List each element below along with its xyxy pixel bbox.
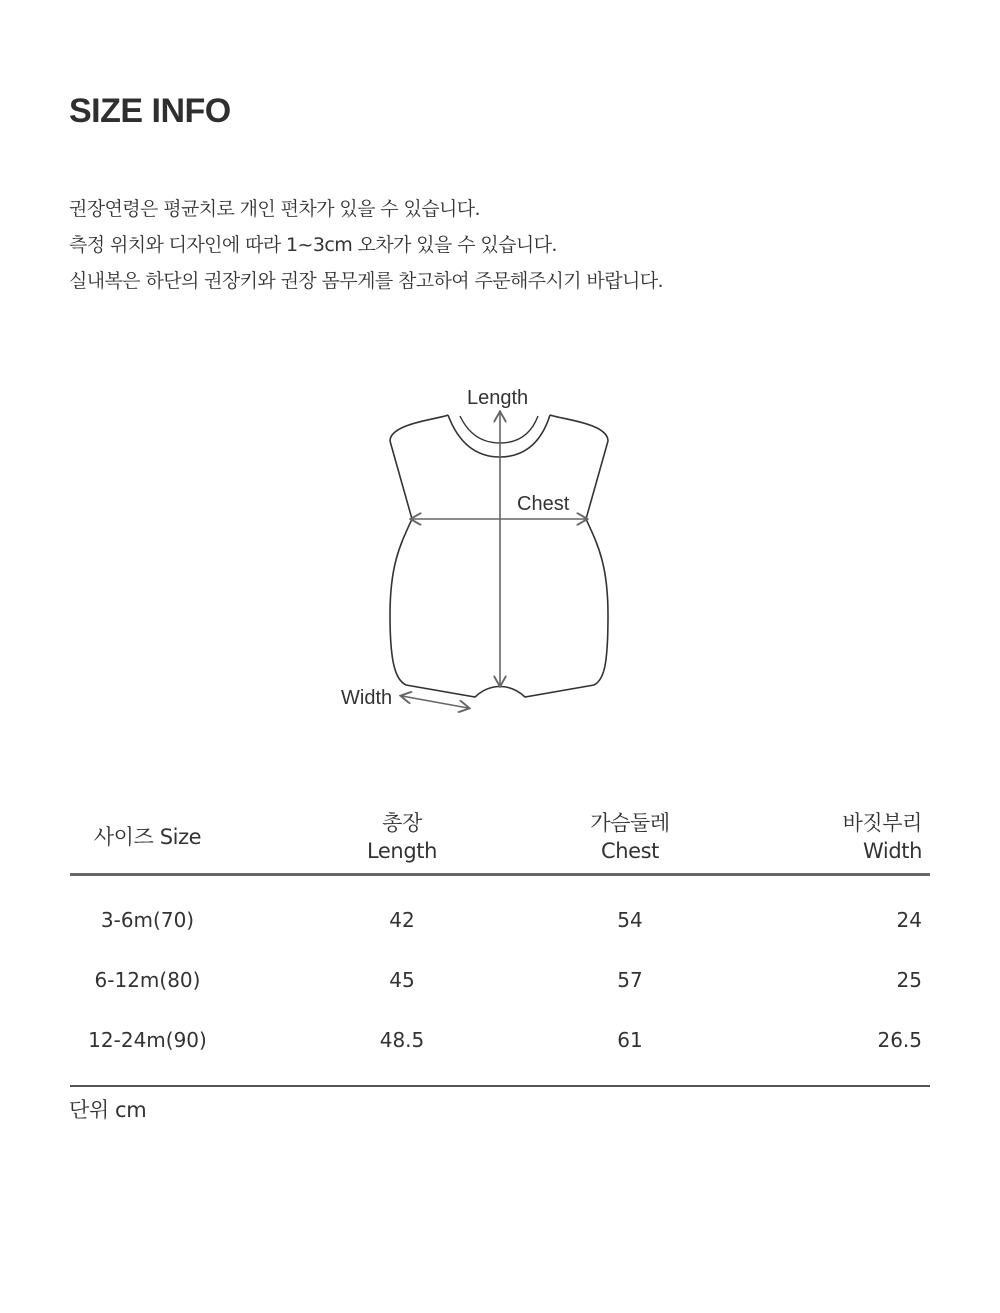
header-chest-en: Chest [600, 838, 660, 863]
header-width [735, 809, 930, 865]
size-cell: 3-6m(70) [100, 908, 195, 932]
size-cell: 12-24m(90) [88, 1028, 207, 1052]
chest-cell: 57 [617, 968, 643, 992]
table-row [70, 950, 930, 1010]
chest-cell: 61 [617, 1028, 643, 1052]
size-cell: 6-12m(80) [94, 968, 201, 992]
length-cell: 48.5 [379, 1028, 425, 1052]
width-cell: 24 [896, 908, 922, 932]
table-body [70, 876, 930, 1087]
header-length-en: Length [366, 838, 438, 863]
header-size [70, 823, 225, 851]
unit-note: 단위 cm [69, 1098, 147, 1122]
chest-label: Chest [517, 493, 570, 515]
page-title: SIZE INFO [69, 92, 231, 130]
width-label: Width [341, 687, 393, 709]
header-width-en: Width [862, 838, 922, 863]
width-arrow [402, 696, 468, 708]
header-chest-ko: 가슴둘레 [590, 810, 670, 835]
note-line: 권장연령은 평균치로 개인 편차가 있을 수 있습니다. [69, 198, 480, 220]
header-width-ko: 바짓부리 [842, 810, 922, 835]
header-chest [525, 809, 735, 865]
table-row [70, 890, 930, 950]
width-cell: 26.5 [877, 1028, 922, 1052]
length-cell: 42 [389, 908, 415, 932]
table-row [70, 1010, 930, 1070]
length-cell: 45 [389, 968, 415, 992]
size-notes [69, 191, 663, 299]
table-header-row [70, 800, 930, 876]
header-length [225, 809, 525, 865]
header-size-label: 사이즈 Size [93, 824, 202, 849]
length-label: Length [467, 387, 529, 409]
width-cell: 25 [896, 968, 922, 992]
chest-cell: 54 [617, 908, 643, 932]
note-line: 실내복은 하단의 권장키와 권장 몸무게를 참고하여 주문해주시기 바랍니다. [69, 270, 663, 292]
header-length-ko: 총장 [382, 810, 422, 835]
neckline-inner [460, 416, 538, 443]
note-line: 측정 위치와 디자인에 따라 1~3cm 오차가 있을 수 있습니다. [69, 234, 557, 256]
garment-diagram [330, 375, 630, 720]
size-table [70, 800, 930, 1087]
